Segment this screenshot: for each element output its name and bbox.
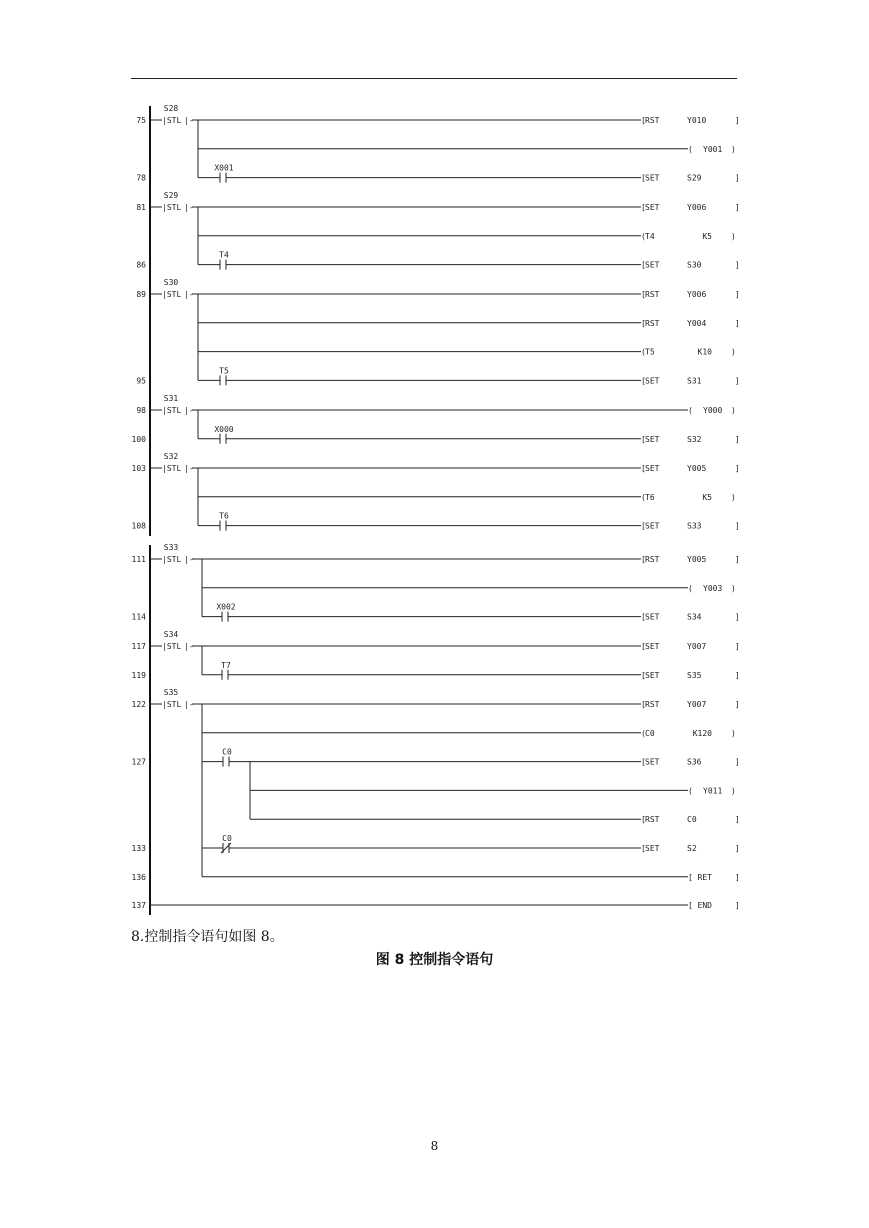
stl-terminal: |-: [184, 555, 194, 564]
timer-symbol: ): [731, 347, 736, 357]
contact-device-label: T7: [221, 660, 231, 670]
instruction-op: RST: [645, 116, 660, 125]
instruction-bracket: ]: [735, 318, 740, 328]
timer-device: T6: [645, 492, 655, 502]
instruction-operand: S33: [687, 521, 702, 531]
instruction-bracket: [: [641, 757, 646, 767]
instruction-bracket: ]: [735, 464, 740, 473]
coil-symbol: (: [688, 583, 693, 593]
instruction-op: SET: [645, 757, 660, 767]
instruction-bracket: [: [641, 290, 646, 299]
instruction-operand: Y010: [687, 116, 707, 125]
instruction-bracket: [: [641, 260, 646, 270]
instruction-bracket: [: [641, 844, 646, 853]
end-bracket: ]: [735, 872, 740, 882]
step-number: 86: [136, 260, 146, 270]
timer-symbol: ): [731, 728, 736, 738]
instruction-op: SET: [645, 521, 660, 531]
instruction-bracket: [: [641, 612, 646, 622]
coil-label: Y001: [703, 144, 723, 154]
step-number: 127: [131, 757, 146, 767]
instruction-bracket: [: [641, 173, 646, 183]
instruction-op: RST: [645, 815, 660, 825]
step-number: 81: [136, 203, 146, 212]
contact-device-label: T5: [219, 366, 229, 376]
stl-instruction: |STL: [162, 116, 182, 125]
coil-symbol: (: [688, 786, 693, 796]
instruction-bracket: [: [641, 116, 646, 125]
instruction-op: RST: [645, 700, 660, 709]
instruction-op: SET: [645, 260, 660, 270]
instruction-op: SET: [645, 844, 660, 853]
instruction-bracket: ]: [735, 642, 740, 651]
body-paragraph: 8.控制指令语句如图 8。: [131, 929, 284, 945]
instruction-operand: S31: [687, 376, 702, 386]
instruction-bracket: [: [641, 670, 646, 680]
coil-symbol: ): [731, 786, 736, 796]
page-number: 8: [430, 1139, 439, 1153]
step-number: 78: [136, 173, 146, 183]
timer-symbol: (: [641, 347, 646, 357]
stl-instruction: |STL: [162, 406, 182, 415]
instruction-bracket: ]: [735, 555, 740, 564]
stl-state-label: S33: [163, 543, 179, 552]
contact-device-label: T4: [219, 250, 229, 260]
instruction-bracket: ]: [735, 116, 740, 125]
step-number: 137: [131, 901, 146, 910]
instruction-bracket: [: [641, 700, 646, 709]
stl-terminal: |-: [184, 290, 194, 299]
instruction-bracket: ]: [735, 670, 740, 680]
instruction-op: SET: [645, 203, 660, 212]
coil-symbol: ): [731, 583, 736, 593]
stl-state-label: S30: [163, 278, 179, 287]
timer-symbol: (: [641, 231, 646, 241]
stl-instruction: |STL: [162, 642, 182, 651]
stl-terminal: |-: [184, 116, 194, 125]
stl-state-label: S34: [163, 630, 179, 639]
instruction-operand: S2: [687, 844, 697, 853]
stl-instruction: |STL: [162, 203, 182, 212]
instruction-bracket: ]: [735, 290, 740, 299]
stl-terminal: |-: [184, 642, 194, 651]
stl-state-label: S32: [163, 452, 179, 461]
contact-device-label: X000: [214, 424, 234, 434]
instruction-bracket: ]: [735, 757, 740, 767]
instruction-operand: S35: [687, 670, 702, 680]
timer-symbol: (: [641, 728, 646, 738]
end-bracket: ]: [735, 901, 740, 910]
step-number: 111: [131, 555, 146, 564]
coil-symbol: (: [688, 406, 693, 415]
instruction-bracket: [: [641, 464, 646, 473]
instruction-operand: S30: [687, 260, 702, 270]
instruction-bracket: [: [641, 203, 646, 212]
instruction-op: RST: [645, 290, 660, 299]
instruction-bracket: ]: [735, 844, 740, 853]
instruction-op: SET: [645, 642, 660, 651]
instruction-bracket: ]: [735, 700, 740, 709]
instruction-bracket: [: [641, 318, 646, 328]
instruction-bracket: [: [641, 434, 646, 444]
instruction-operand: S32: [687, 434, 702, 444]
figure-title: 图 8 控制指令语句: [375, 952, 494, 968]
step-number: 122: [131, 700, 146, 709]
instruction-op: RST: [645, 318, 660, 328]
end-bracket: [: [688, 901, 693, 910]
stl-state-label: S28: [163, 104, 179, 113]
coil-label: Y011: [703, 786, 723, 796]
end-instruction: END: [697, 901, 712, 910]
stl-terminal: |-: [184, 406, 194, 415]
contact-device-label: T6: [219, 511, 229, 521]
instruction-op: SET: [645, 670, 660, 680]
instruction-bracket: ]: [735, 434, 740, 444]
stl-instruction: |STL: [162, 464, 182, 473]
timer-device: T5: [645, 347, 655, 357]
step-number: 89: [136, 290, 146, 299]
stl-terminal: |-: [184, 203, 194, 212]
stl-instruction: |STL: [162, 555, 182, 564]
instruction-bracket: ]: [735, 260, 740, 270]
contact-device-label: X002: [216, 602, 236, 612]
contact-device-label: C0: [222, 834, 232, 843]
contact-device-label: X001: [214, 163, 234, 173]
instruction-bracket: ]: [735, 203, 740, 212]
instruction-bracket: [: [641, 376, 646, 386]
instruction-operand: Y005: [687, 464, 707, 473]
step-number: 119: [131, 670, 146, 680]
instruction-op: SET: [645, 464, 660, 473]
instruction-operand: S36: [687, 757, 702, 767]
instruction-operand: Y004: [687, 318, 707, 328]
instruction-bracket: ]: [735, 376, 740, 386]
contact-device-label: C0: [222, 747, 232, 757]
stl-state-label: S29: [163, 191, 179, 200]
step-number: 95: [136, 376, 146, 386]
instruction-bracket: ]: [735, 521, 740, 531]
coil-label: Y000: [703, 406, 723, 415]
step-number: 103: [131, 464, 146, 473]
instruction-operand: Y005: [687, 555, 707, 564]
coil-symbol: (: [688, 144, 693, 154]
timer-symbol: ): [731, 231, 736, 241]
instruction-bracket: [: [641, 521, 646, 531]
stl-state-label: S31: [163, 394, 179, 403]
instruction-bracket: ]: [735, 173, 740, 183]
step-number: 98: [136, 406, 146, 415]
instruction-op: SET: [645, 376, 660, 386]
timer-constant: K5: [702, 492, 712, 502]
instruction-operand: Y006: [687, 290, 707, 299]
step-number: 75: [136, 116, 146, 125]
step-number: 117: [131, 642, 146, 651]
step-number: 108: [131, 521, 146, 531]
end-bracket: [: [688, 872, 693, 882]
timer-device: T4: [645, 231, 655, 241]
instruction-operand: S29: [687, 173, 702, 183]
instruction-operand: S34: [687, 612, 702, 622]
instruction-bracket: [: [641, 815, 646, 825]
instruction-op: SET: [645, 173, 660, 183]
coil-symbol: ): [731, 406, 736, 415]
stl-state-label: S35: [163, 688, 179, 697]
instruction-operand: Y007: [687, 700, 707, 709]
stl-instruction: |STL: [162, 700, 182, 709]
instruction-bracket: [: [641, 642, 646, 651]
end-instruction: RET: [697, 872, 712, 882]
stl-terminal: |-: [184, 700, 194, 709]
timer-constant: K10: [697, 347, 712, 357]
timer-device: C0: [645, 728, 655, 738]
step-number: 114: [131, 612, 146, 622]
coil-label: Y003: [703, 583, 723, 593]
step-number: 133: [131, 844, 146, 853]
step-number: 100: [131, 434, 146, 444]
step-number: 136: [131, 872, 146, 882]
instruction-op: RST: [645, 555, 660, 564]
timer-symbol: ): [731, 492, 736, 502]
instruction-bracket: ]: [735, 612, 740, 622]
instruction-op: SET: [645, 434, 660, 444]
instruction-op: SET: [645, 612, 660, 622]
instruction-operand: Y007: [687, 642, 707, 651]
timer-symbol: (: [641, 492, 646, 502]
instruction-operand: C0: [687, 815, 697, 825]
stl-instruction: |STL: [162, 290, 182, 299]
coil-symbol: ): [731, 144, 736, 154]
stl-terminal: |-: [184, 464, 194, 473]
timer-constant: K5: [702, 231, 712, 241]
instruction-bracket: ]: [735, 815, 740, 825]
timer-constant: K120: [692, 728, 712, 738]
instruction-bracket: [: [641, 555, 646, 564]
instruction-operand: Y006: [687, 203, 707, 212]
